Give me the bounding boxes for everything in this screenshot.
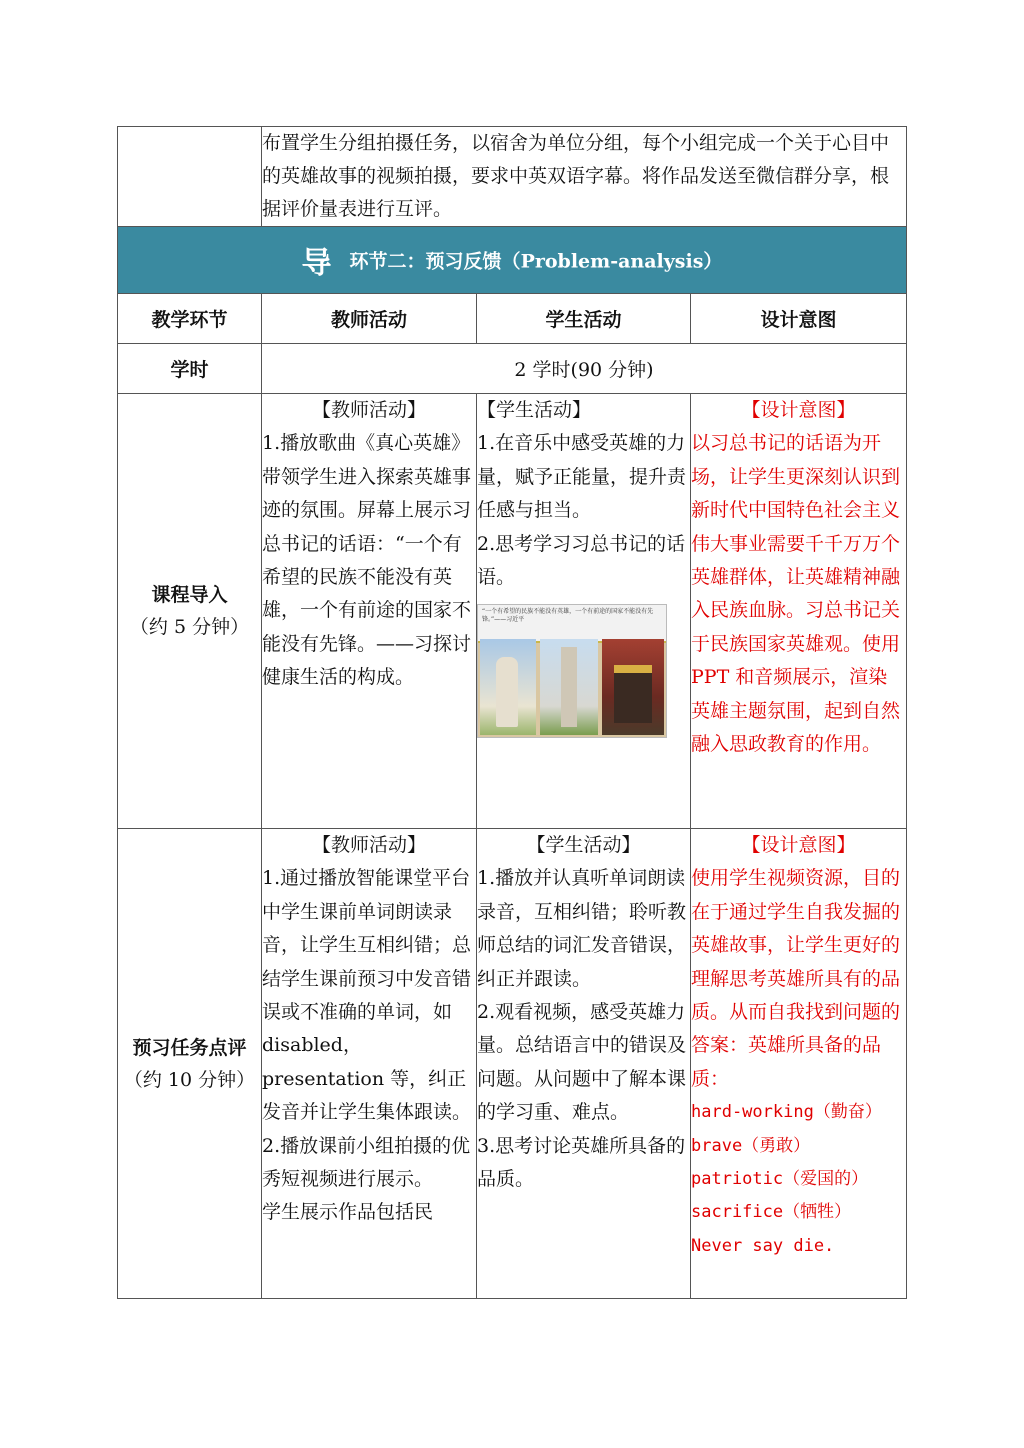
student-line: 1.播放并认真听单词朗读录音，互相纠错；聆听教师总结的词汇发音错误，纠正并跟读。 (477, 867, 687, 990)
design-word: patriotic（爱国的） (691, 1169, 869, 1190)
design-text: 以习总书记的话语为开场，让学生更深刻认识到新时代中国特色社会主义伟大事业需要千千万万个英雄群体，让英雄精神融入民族血脉。习总书记关于民族国家英雄观。使用 PPT 和音频展示，渲染英雄主题氛围，起到自然融入思政教育的作用。 (691, 432, 901, 756)
banner-subtitle: 环节二：预习反馈（Problem-analysis） (349, 250, 723, 273)
stage-cell (118, 394, 262, 829)
stage-name: 课程导入 (151, 584, 228, 606)
stage-duration: （约 5 分钟） (129, 616, 250, 638)
stage-cell (118, 829, 262, 1299)
student-title: 【学生活动】 (477, 399, 592, 421)
student-line: 2.观看视频，感受英雄力量。总结语言中的错误及问题。从问题中了解本课的学习重、难点。 (477, 1001, 687, 1124)
design-title: 【设计意图】 (741, 399, 856, 421)
monument-tower (561, 647, 577, 727)
time-value: 2 学时(90 分钟) (262, 344, 907, 394)
design-intent-cell (691, 829, 907, 1299)
header-design: 设计意图 (691, 294, 907, 344)
teacher-title: 【教师活动】 (311, 834, 426, 856)
slide-quote: “一个有希望的民族不能没有英雄，一个有前途的国家不能没有先锋。”——习近平 (478, 605, 666, 643)
time-row (118, 344, 907, 394)
teacher-title: 【教师活动】 (311, 399, 426, 421)
student-title: 【学生活动】 (526, 834, 641, 856)
design-word: sacrifice（牺牲） (691, 1202, 852, 1223)
design-title: 【设计意图】 (741, 834, 856, 856)
teacher-activity-cell (262, 394, 477, 829)
student-activity-cell (477, 394, 691, 829)
intro-row (118, 127, 907, 227)
intro-blank-cell (118, 127, 262, 227)
stage-name: 预习任务点评 (132, 1036, 247, 1059)
student-line: 2.思考学习习总书记的话语。 (477, 532, 686, 589)
teacher-line: 2.播放课前小组拍摄的优秀短视频进行展示。 (262, 1134, 471, 1191)
section-banner (118, 227, 907, 294)
statue-figure (496, 657, 518, 727)
header-student: 学生活动 (477, 294, 691, 344)
design-word: hard-working（勤奋） (691, 1102, 882, 1123)
time-label: 学时 (118, 344, 262, 394)
teacher-text: 1.播放歌曲《真心英雄》带领学生进入探索英雄事迹的氛围。屏幕上展示习总书记的话语：“一个有希望的民族不能没有英雄，一个有前途的国家不能没有先锋。——习探讨健康生活的构成。 (262, 432, 472, 689)
header-stage: 教学环节 (118, 294, 262, 344)
student-line: 1.在音乐中感受英雄的力量，赋予正能量，提升责任感与担当。 (477, 432, 687, 522)
design-text: 使用学生视频资源，目的在于通过学生自我发掘的英雄故事，让学生更好的理解思考英雄所具有的品质。从而自我找到问题的答案：英雄所具备的品质： (691, 867, 901, 1090)
lesson-plan-table (117, 126, 907, 1299)
banner-big-char: 导 (301, 246, 332, 281)
table-row (118, 394, 907, 829)
design-intent-cell (691, 394, 907, 829)
header-teacher: 教师活动 (262, 294, 477, 344)
student-line: 3.思考讨论英雄所具备的品质。 (477, 1134, 686, 1191)
teacher-line: 1.通过播放智能课堂平台中学生课前单词朗读录音，让学生互相纠错；总结学生课前预习中发音错误或不准确的单词，如 disabled，presentation 等，纠正发音并让学生集体跟读。 (262, 867, 472, 1124)
design-word: brave（勇敢） (691, 1135, 811, 1156)
intro-text: 布置学生分组拍摄任务，以宿舍为单位分组，每个小组完成一个关于心目中的英雄故事的视频拍摄，要求中英双语字幕。将作品发送至微信群分享，根据评价量表进行互评。 (262, 127, 907, 227)
teacher-line: 学生展示作品包括民 (262, 1201, 434, 1224)
teacher-activity-cell (262, 829, 477, 1299)
student-activity-cell (477, 829, 691, 1299)
memorial-gate (614, 665, 652, 723)
stage-duration: （约 10 分钟） (123, 1068, 256, 1091)
table-row (118, 829, 907, 1299)
section-banner-row (118, 227, 907, 294)
header-row (118, 294, 907, 344)
hero-slide-image (477, 604, 667, 738)
design-word: Never say die. (691, 1235, 835, 1256)
